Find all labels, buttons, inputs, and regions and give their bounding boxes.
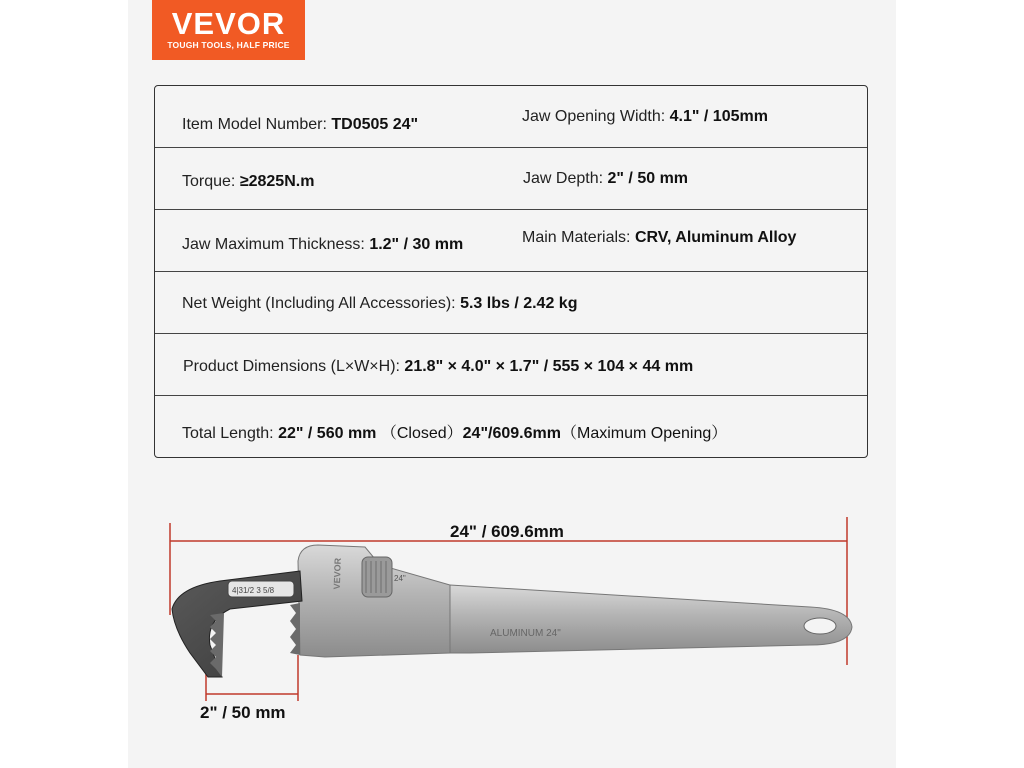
- spec-row: [155, 396, 867, 458]
- scale-text: 4|31/2 3 5/8: [232, 586, 275, 595]
- nut-label: 24": [394, 574, 406, 583]
- wrench-diagram: [150, 505, 870, 735]
- spec-jaw-opening: Jaw Opening Width: 4.1" / 105mm: [522, 108, 768, 125]
- spec-model: Item Model Number: TD0505 24": [182, 116, 419, 133]
- jaw-teeth: [210, 603, 300, 677]
- spec-total-length: Total Length: 22" / 560 mm （Closed）24"/609.6mm（Maximum Opening）: [182, 425, 728, 442]
- spec-materials: Main Materials: CRV, Aluminum Alloy: [522, 229, 797, 246]
- handle-engraving: ALUMINUM 24": [490, 628, 561, 639]
- spec-torque: Torque: ≥2825N.m: [182, 173, 315, 190]
- brand-logo: [152, 0, 305, 60]
- spec-dimensions: Product Dimensions (L×W×H): 21.8" × 4.0" × 1.7" / 555 × 104 × 44 mm: [183, 358, 694, 375]
- brand-name: VEVOR: [171, 6, 286, 41]
- spec-net-weight: Net Weight (Including All Accessories): 5.3 lbs / 2.42 kg: [182, 295, 578, 312]
- depth-label: 2" / 50 mm: [200, 703, 286, 722]
- spec-jaw-depth: Jaw Depth: 2" / 50 mm: [523, 170, 689, 187]
- length-label: 24" / 609.6mm: [450, 522, 564, 541]
- head-brand: VEVOR: [331, 557, 343, 590]
- spec-row: [155, 210, 867, 272]
- spec-row: [155, 148, 867, 210]
- spec-row: [155, 86, 867, 148]
- brand-tagline: TOUGH TOOLS, HALF PRICE: [167, 40, 290, 50]
- spec-jaw-thickness: Jaw Maximum Thickness: 1.2" / 30 mm: [182, 236, 464, 253]
- hang-hole: [804, 618, 836, 634]
- spec-table: [154, 85, 868, 458]
- spec-row: [155, 334, 867, 396]
- spec-row: [155, 272, 867, 334]
